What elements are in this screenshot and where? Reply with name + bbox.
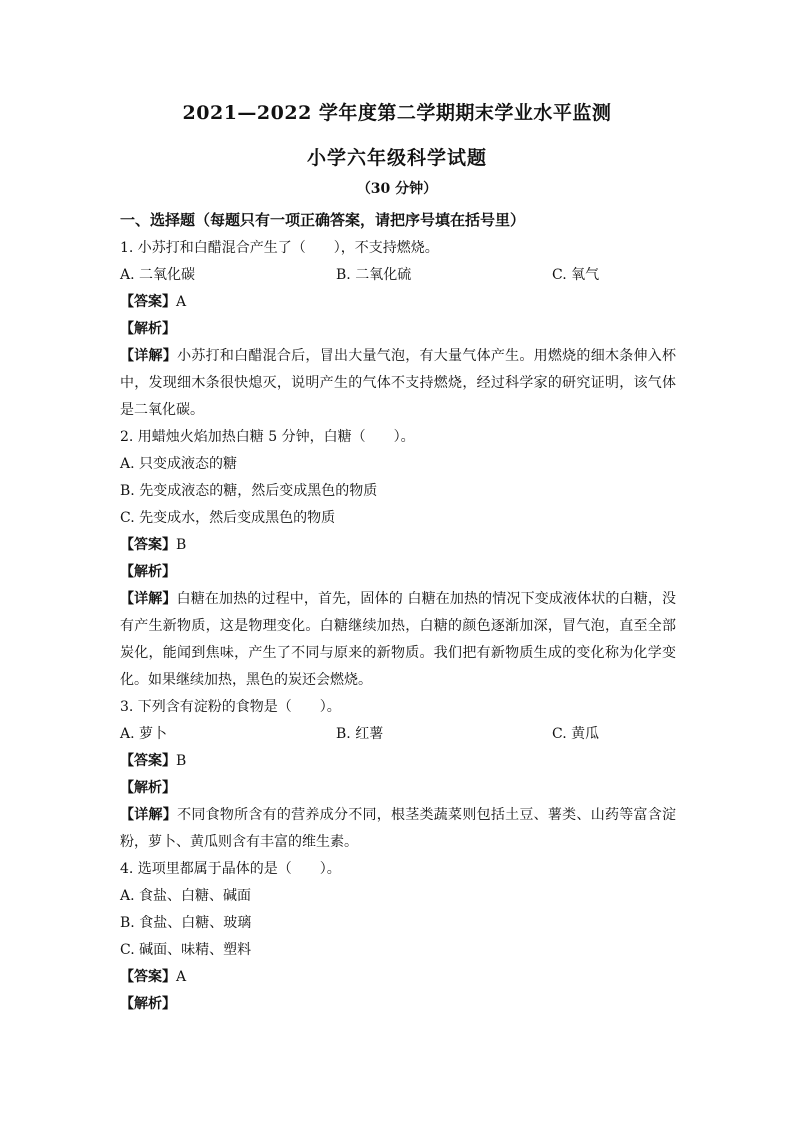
question-3	[120, 694, 676, 856]
exam-duration: （30 分钟）	[356, 181, 438, 197]
option-a: A. 食盐、白糖、碱面	[120, 888, 252, 904]
option-c: C. 先变成水，然后变成黑色的物质	[120, 510, 336, 526]
answer-line	[120, 964, 676, 991]
question-1	[120, 235, 676, 424]
answer-line	[120, 748, 676, 775]
question-options	[120, 721, 676, 748]
detail-paragraph	[120, 343, 676, 424]
answer-value: A	[176, 969, 187, 985]
question-stem: 2. 用蜡烛火焰加热白糖 5 分钟，白糖（ ）。	[120, 429, 415, 445]
detail-tag: 【详解】	[120, 591, 177, 607]
question-4	[120, 856, 676, 1018]
answer-value: A	[176, 294, 187, 310]
detail-paragraph	[120, 802, 676, 856]
answer-tag: 【答案】	[120, 969, 176, 985]
question-2	[120, 424, 676, 694]
analysis-tag: 【解析】	[120, 996, 176, 1012]
answer-line	[120, 532, 676, 559]
question-stem: 4. 选项里都属于晶体的是（ ）。	[120, 861, 341, 877]
option-b: B. 先变成液态的糖，然后变成黑色的物质	[120, 483, 378, 499]
option-c: C. 氧气	[552, 267, 600, 283]
option-b: B. 食盐、白糖、玻璃	[120, 915, 252, 931]
option-c: C. 碱面、味精、塑料	[120, 942, 252, 958]
analysis-tag: 【解析】	[120, 321, 176, 337]
answer-tag: 【答案】	[120, 537, 176, 553]
option-c: C. 黄瓜	[552, 726, 600, 742]
option-b: B. 红薯	[336, 726, 384, 742]
detail-text: 不同食物所含有的营养成分不同，根茎类蔬菜则包括土豆、薯类、山药等富含淀粉，萝卜、黄瓜则含有丰富的维生素。	[120, 807, 677, 850]
detail-paragraph	[120, 586, 676, 694]
detail-text: 白糖在加热的过程中，首先，固体的 白糖在加热的情况下变成液体状的白糖，没有产生新物质，这是物理变化。白糖继续加热，白糖的颜色逐渐加深，冒气泡，直至全部炭化，能闻到焦味，产生了不同与原来的新物质。我们把有新物质生成的变化称为化学变化。如果继续加热，黑色的炭还会燃烧。	[120, 591, 677, 688]
exam-subtitle: 小学六年级科学试题	[306, 147, 487, 169]
answer-tag: 【答案】	[120, 294, 176, 310]
answer-line	[120, 289, 676, 316]
analysis-tag: 【解析】	[120, 780, 176, 796]
detail-text: 小苏打和白醋混合后，冒出大量气泡，有大量气体产生。用燃烧的细木条伸入杯中，发现细木条很快熄灭，说明产生的气体不支持燃烧，经过科学家的研究证明，该气体是二氧化碳。	[120, 348, 677, 418]
answer-value: B	[176, 753, 187, 769]
exam-title: 2021—2022 学年度第二学期期末学业水平监测	[182, 102, 612, 124]
exam-content	[120, 207, 676, 1018]
analysis-tag: 【解析】	[120, 564, 176, 580]
detail-tag: 【详解】	[120, 807, 178, 823]
question-options	[120, 262, 676, 289]
question-stem: 1. 小苏打和白醋混合产生了（ ），不支持燃烧。	[120, 240, 439, 256]
section-heading: 一、选择题（每题只有一项正确答案，请把序号填在括号里）	[120, 211, 526, 229]
answer-tag: 【答案】	[120, 753, 176, 769]
detail-tag: 【详解】	[120, 348, 178, 364]
option-a: A. 只变成液态的糖	[120, 456, 238, 472]
answer-value: B	[176, 537, 187, 553]
option-b: B. 二氧化硫	[336, 267, 412, 283]
option-a: A. 萝卜	[120, 726, 168, 742]
option-a: A. 二氧化碳	[120, 267, 196, 283]
question-stem: 3. 下列含有淀粉的食物是（ ）。	[120, 699, 341, 715]
